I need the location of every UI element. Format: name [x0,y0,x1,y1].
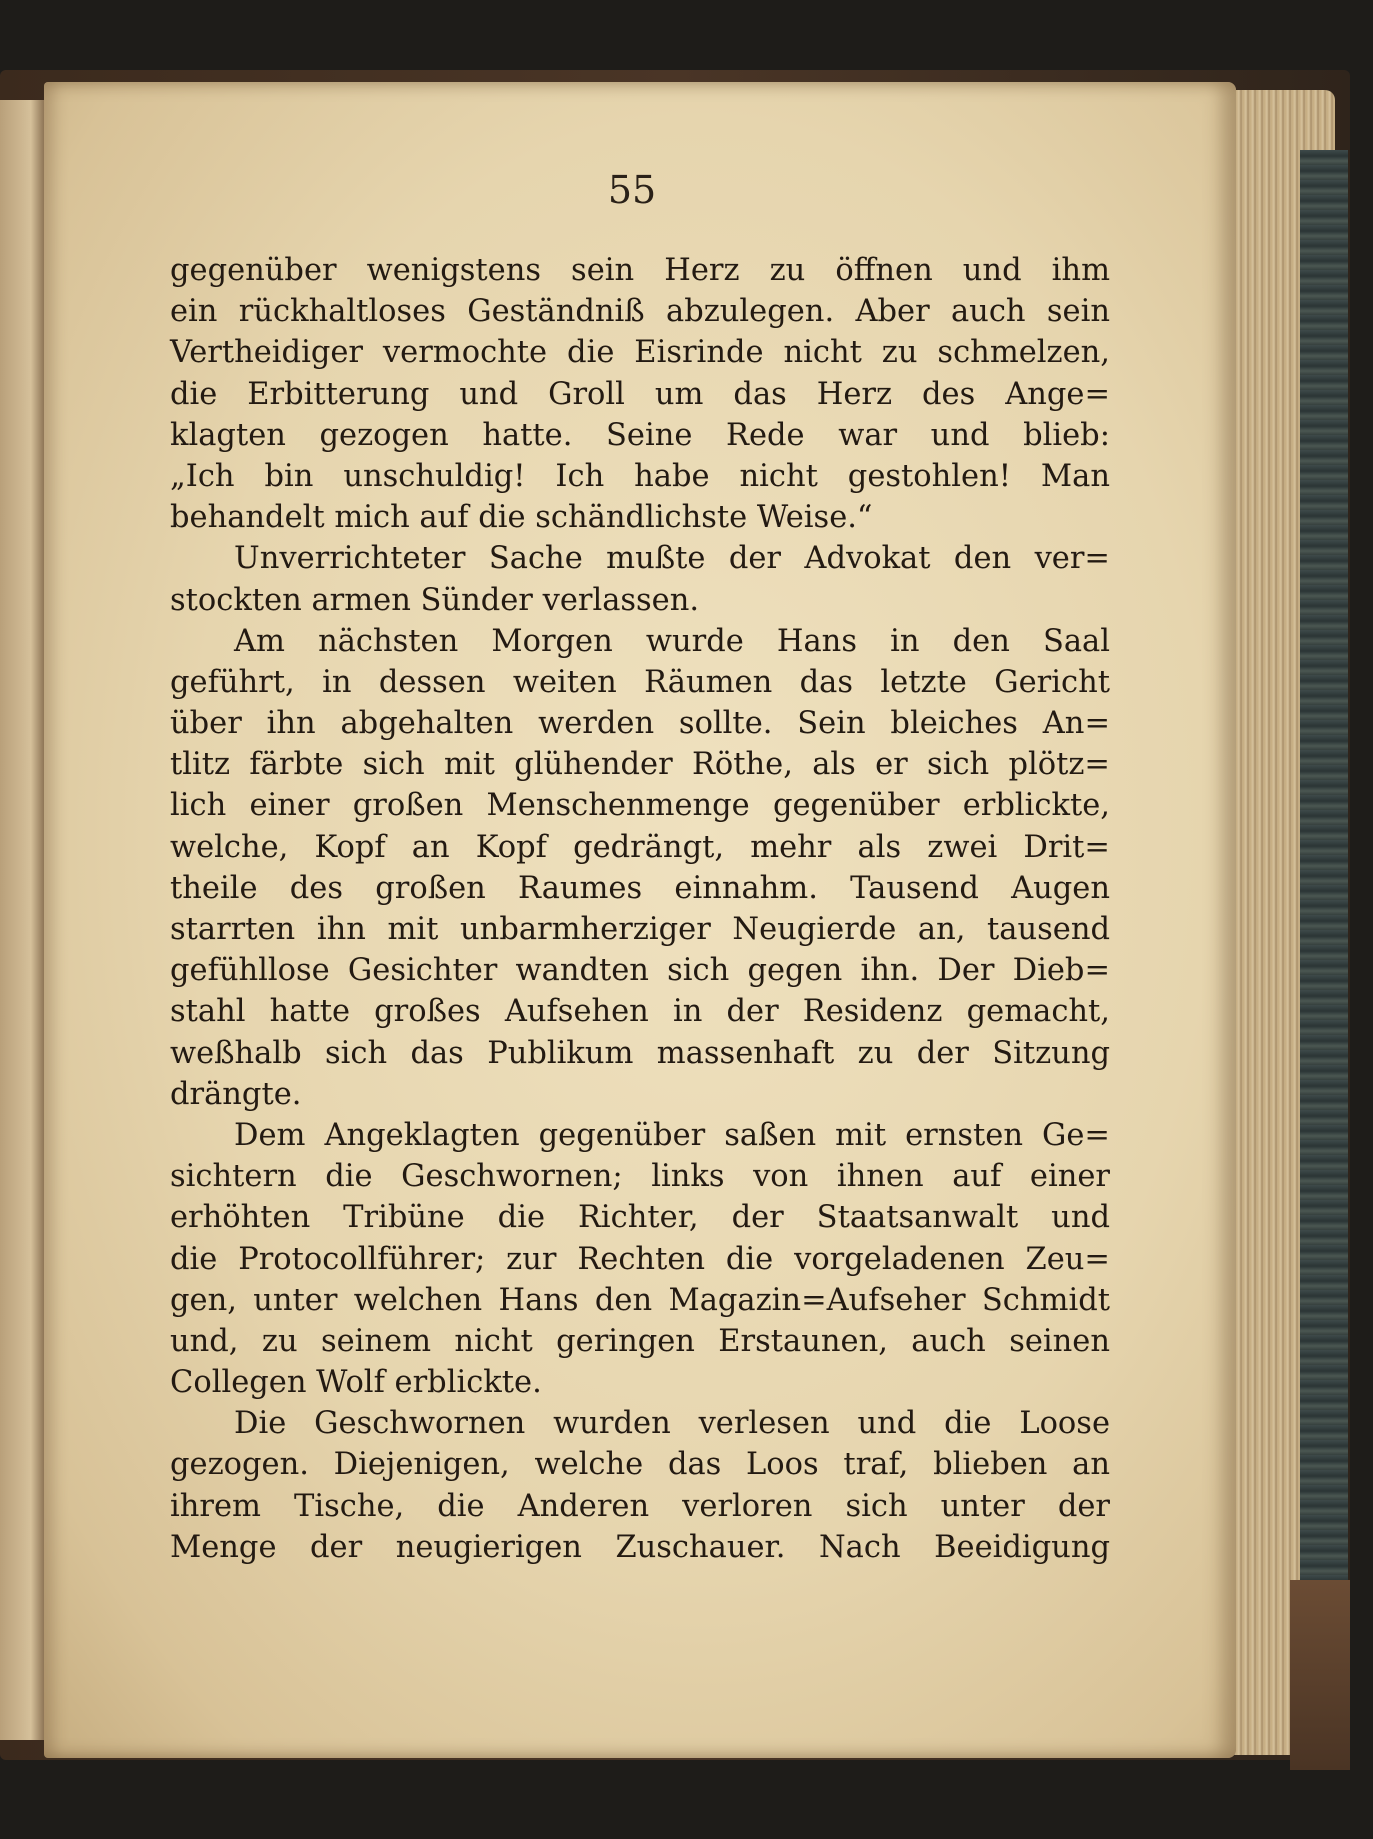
text-line: geführt, in dessen weiten Räumen das letzte Gericht [170,664,1110,700]
text-line: und, zu seinem nicht geringen Erstaunen, auch seinen [170,1323,1110,1359]
text-line: klagten gezogen hatte. Seine Rede war und blieb: [170,417,1110,453]
page-number: 55 [607,168,657,212]
text-line: die Protocollführer; zur Rechten die vorgeladenen Zeu= [170,1241,1110,1277]
text-line: gen, unter welchen Hans den Magazin=Aufseher Schmidt [170,1282,1110,1318]
text-line: gezogen. Diejenigen, welche das Loos traf, blieben an [170,1447,1110,1483]
text-line: behandelt mich auf die schändlichste Weise.“ [170,500,873,536]
cover-edge [1300,150,1348,1580]
cover-corner [1290,1580,1350,1770]
text-line: „Ich bin unschuldig! Ich habe nicht gestohlen! Man [170,458,1110,494]
body-text [170,250,1110,1568]
text-line: Am nächsten Morgen wurde Hans in den Saal [234,623,1110,659]
text-line: die Erbitterung und Groll um das Herz des Ange= [170,376,1110,412]
text-line: Vertheidiger vermochte die Eisrinde nicht zu schmelzen, [170,335,1110,371]
text-line: weßhalb sich das Publikum massenhaft zu der Sitzung [170,1035,1110,1071]
text-line: sichtern die Geschwornen; links von ihnen auf einer [170,1159,1110,1195]
text-line: welche, Kopf an Kopf gedrängt, mehr als zwei Drit= [170,829,1110,865]
text-line: Unverrichteter Sache mußte der Advokat den ver= [234,541,1110,577]
text-line: tlitz färbte sich mit glühender Röthe, als er sich plötz= [170,747,1110,783]
text-line: Collegen Wolf erblickte. [170,1365,542,1401]
text-line: lich einer großen Menschenmenge gegenüber erblickte, [170,788,1110,824]
text-line: Menge der neugierigen Zuschauer. Nach Beeidigung [170,1529,1110,1565]
text-line: starrten ihn mit unbarmherziger Neugierde an, tausend [170,912,1110,947]
text-line: theile des großen Raumes einnahm. Tausend Augen [170,870,1110,906]
text-line: drängte. [170,1076,302,1112]
text-line: erhöhten Tribüne die Richter, der Staatsanwalt und [170,1200,1110,1236]
text-line: stockten armen Sünder verlassen. [170,582,700,618]
text-line: ein rückhaltloses Geständniß abzulegen. Aber auch sein [170,294,1110,330]
text-line: Dem Angeklagten gegenüber saßen mit ernsten Ge= [234,1117,1110,1153]
text-line: Die Geschwornen wurden verlesen und die Loose [234,1406,1110,1442]
text-line: gegenüber wenigstens sein Herz zu öffnen und ihm [170,253,1110,288]
text-line: gefühllose Gesichter wandten sich gegen ihn. Der Dieb= [170,953,1110,989]
text-line: stahl hatte großes Aufsehen in der Residenz gemacht, [170,994,1110,1030]
facing-page-edge [0,100,44,1740]
text-line: über ihn abgehalten werden sollte. Sein bleiches An= [170,706,1110,742]
text-line: ihrem Tische, die Anderen verloren sich unter der [170,1488,1110,1524]
